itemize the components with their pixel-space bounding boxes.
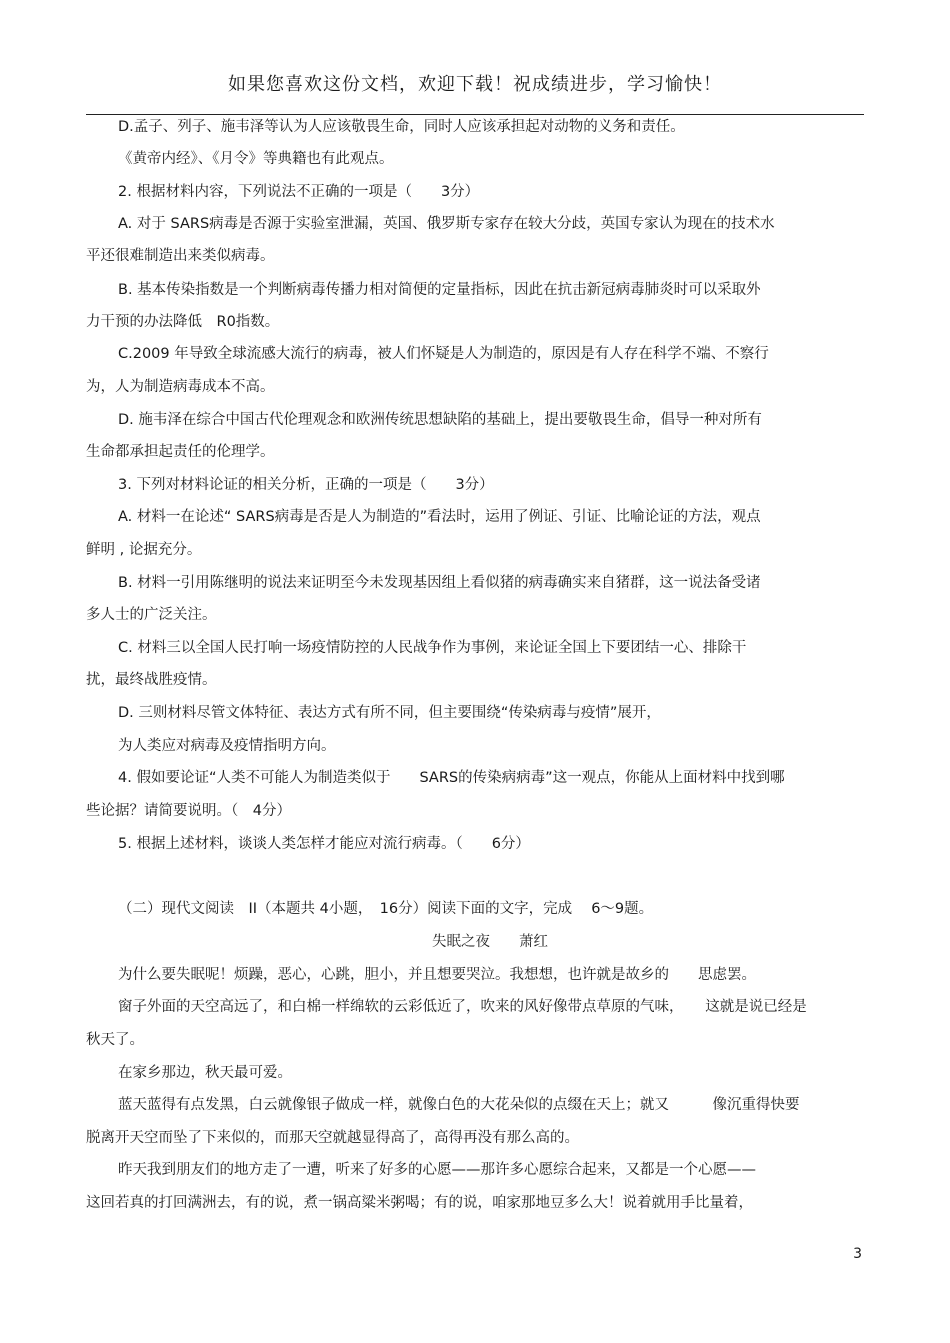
text-line: 平还很难制造出来类似病毒。 bbox=[86, 248, 275, 264]
text-line: D. 三则材料尽管文体特征、表达方式有所不同，但主要围绕“传染病毒与疫情”展开， bbox=[118, 705, 661, 721]
text-line: 生命都承担起责任的伦理学。 bbox=[86, 444, 275, 460]
text-line: 脱离开天空而坠了下来似的，而那天空就越显得高了，高得再没有那么高的。 bbox=[86, 1130, 579, 1146]
page-header: 如果您喜欢这份文档，欢迎下载！祝成绩进步，学习愉快！ bbox=[228, 74, 722, 95]
text-line: 这回若真的打回满洲去，有的说，煮一锅高粱米粥喝；有的说，咱家那地豆多么大！说着就用手比量着， bbox=[86, 1195, 753, 1211]
text-line: B. 基本传染指数是一个判断病毒传播力相对简便的定量指标，因此在抗击新冠病毒肺炎时可以采取外 bbox=[118, 282, 761, 298]
text-line: D.孟子、列子、施韦泽等认为人应该敬畏生命，同时人应该承担起对动物的义务和责任。 bbox=[118, 119, 685, 135]
text-line: 力干预的办法降低 R0指数。 bbox=[86, 314, 280, 330]
text-line: C. 材料三以全国人民打响一场疫情防控的人民战争作为事例，来论证全国上下要团结一心、排除干 bbox=[118, 640, 747, 656]
text-line: 秋天了。 bbox=[86, 1032, 144, 1048]
text-line: D. 施韦泽在综合中国古代伦理观念和欧洲传统思想缺陷的基础上，提出要敬畏生命，倡导一种对所有 bbox=[118, 412, 762, 428]
text-line: A. 对于 SARS病毒是否源于实验室泄漏，英国、俄罗斯专家存在较大分歧，英国专家认为现在的技术水 bbox=[118, 216, 775, 232]
text-line: 为，人为制造病毒成本不高。 bbox=[86, 379, 275, 395]
text-line: C.2009 年导致全球流感大流行的病毒，被人们怀疑是人为制造的，原因是有人存在科学不端、不察行 bbox=[118, 346, 769, 362]
text-line: 5. 根据上述材料，谈谈人类怎样才能应对流行病毒。（ 6分） bbox=[118, 836, 530, 852]
page-number: 3 bbox=[853, 1246, 862, 1262]
text-line: A. 材料一在论述“ SARS病毒是否是人为制造的”看法时，运用了例证、引证、比喻论证的方法，观点 bbox=[118, 509, 761, 525]
text-line: B. 材料一引用陈继明的说法来证明至今未发现基因组上看似猪的病毒确实来自猪群，这一说法备受诸 bbox=[118, 575, 761, 591]
text-line: 多人士的广泛关注。 bbox=[86, 607, 217, 623]
text-line: 昨天我到朋友们的地方走了一遭，听来了好多的心愿——那许多心愿综合起来，又都是一个心愿—— bbox=[118, 1162, 756, 1178]
text-line: 为人类应对病毒及疫情指明方向。 bbox=[118, 738, 336, 754]
article-title: 失眠之夜 萧红 bbox=[432, 934, 548, 950]
text-line: 3. 下列对材料论证的相关分析，正确的一项是（ 3分） bbox=[118, 477, 494, 493]
text-line: 为什么要失眠呢！烦躁，恶心，心跳，胆小，并且想要哭泣。我想想，也许就是故乡的 思虑罢。 bbox=[118, 967, 756, 983]
text-line: 些论据？请简要说明。（ 4分） bbox=[86, 803, 291, 819]
text-line: 在家乡那边，秋天最可爱。 bbox=[118, 1065, 292, 1081]
text-line: 2. 根据材料内容，下列说法不正确的一项是（ 3分） bbox=[118, 184, 480, 200]
text-line: 蓝天蓝得有点发黑，白云就像银子做成一样，就像白色的大花朵似的点缀在天上；就又 像沉重得快要 bbox=[118, 1097, 800, 1113]
header-rule bbox=[86, 114, 864, 115]
text-line: 《黄帝内经》、《月令》等典籍也有此观点。 bbox=[118, 151, 394, 167]
text-line: 鲜明 , 论据充分。 bbox=[86, 542, 202, 558]
text-line: 窗子外面的天空高远了，和白棉一样绵软的云彩低近了，吹来的风好像带点草原的气味， 这就是说已经是 bbox=[118, 999, 807, 1015]
text-line: 扰，最终战胜疫情。 bbox=[86, 672, 217, 688]
section-heading: （二）现代文阅读 II（本题共 4小题， 16分）阅读下面的文字，完成 6～9题。 bbox=[118, 901, 654, 917]
text-line: 4. 假如要论证“人类不可能人为制造类似于 SARS的传染病病毒”这一观点，你能从上面材料中找到哪 bbox=[118, 770, 785, 786]
